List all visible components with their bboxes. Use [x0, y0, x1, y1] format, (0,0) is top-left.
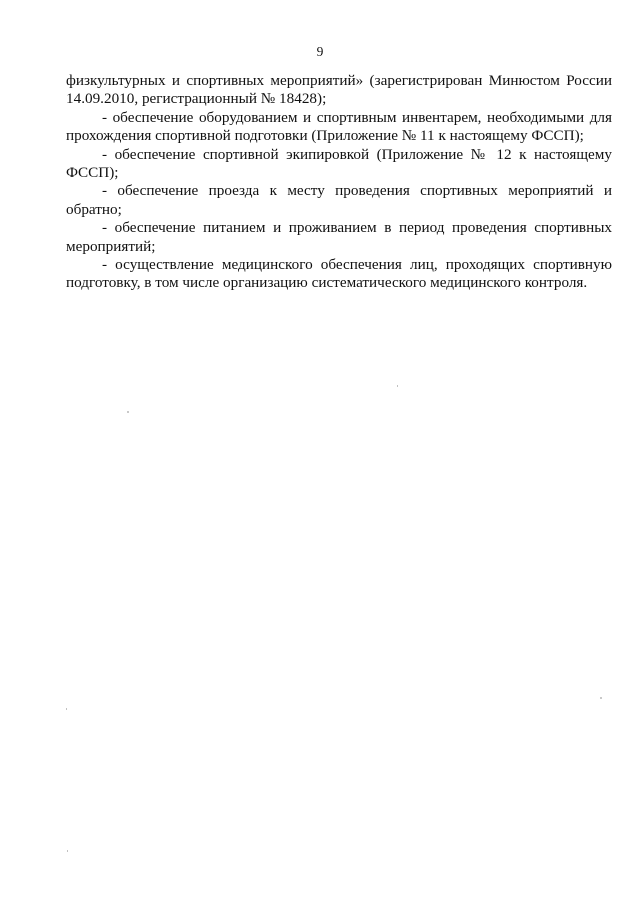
scan-speck: [600, 697, 602, 699]
paragraph-continuation: физкультурных и спортивных мероприятий» (зарегистрирован Минюстом России 14.09.2010, регистрационный № 18428);: [66, 72, 612, 108]
scan-speck: [127, 411, 129, 413]
scan-speck: [66, 708, 67, 710]
scan-speck: [397, 385, 398, 387]
list-item-equipment: - обеспечение оборудованием и спортивным инвентарем, необходимыми для прохождения спортивной подготовки (Приложение № 11 к настоящему ФССП);: [66, 108, 612, 145]
document-body: [66, 72, 612, 293]
list-item-sports-gear: - обеспечение спортивной экипировкой (Приложение № 12 к настоящему ФССП);: [66, 145, 612, 182]
list-item-travel: - обеспечение проезда к месту проведения спортивных мероприятий и обратно;: [66, 182, 612, 218]
list-item-food-lodging: - обеспечение питанием и проживанием в период проведения спортивных мероприятий;: [66, 219, 612, 255]
scan-speck: [67, 850, 68, 852]
page-number: 9: [316, 44, 324, 59]
list-item-medical: - осуществление медицинского обеспечения лиц, проходящих спортивную подготовку, в том числе организацию систематического медицинского контроля.: [66, 256, 612, 292]
